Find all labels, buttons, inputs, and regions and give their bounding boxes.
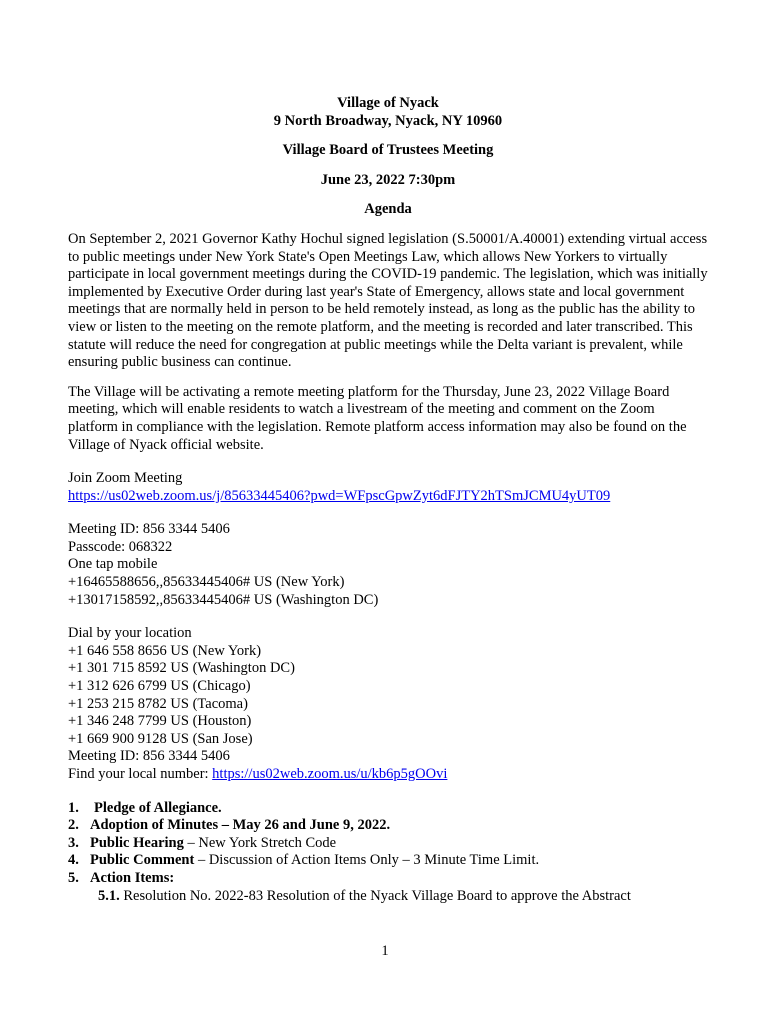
dial-number: +1 301 715 8592 US (Washington DC) [68,660,295,677]
agenda-item [68,835,708,853]
address: 9 North Broadway, Nyack, NY 10960 [273,112,503,129]
dial-in-section [68,625,708,783]
meeting-datetime: June 23, 2022 7:30pm [320,171,456,188]
agenda-item [68,800,708,818]
passcode: Passcode: 068322 [68,538,173,555]
agenda-item [68,817,708,835]
remote-platform-paragraph: The Village will be activating a remote meeting platform for the Thursday, June 23, 2022 Village Board meeting, which will enable residents to watch a livestream of the meeting and comment on the Zoom platform in compliance with the legislation. Remote platform access information may also be found on the Village of Nyack official website. [68,383,687,453]
meeting-credentials [68,521,708,609]
zoom-join-section [68,470,708,505]
dial-number: +1 646 558 8656 US (New York) [68,642,262,659]
agenda-item-title: Public Comment [90,852,195,869]
dial-number: +1 669 900 9128 US (San Jose) [68,730,253,747]
local-number-line [68,766,708,784]
dial-number: +1 346 248 7799 US (Houston) [68,713,252,730]
meeting-id-repeat: Meeting ID: 856 3344 5406 [68,748,230,765]
dial-number: +1 253 215 8782 US (Tacoma) [68,695,248,712]
agenda-item-detail: – New York Stretch Code [183,834,337,851]
local-number-label: Find your local number: [68,766,213,782]
agenda-item-number: 5. [68,869,79,886]
dial-label: Dial by your location [68,625,192,642]
agenda-item [68,870,708,888]
dial-number: +1 312 626 6799 US (Chicago) [68,678,251,695]
agenda-item-title: Adoption of Minutes – May 26 and June 9, 2022. [90,817,391,834]
agenda-subitem-number: 5.1. [98,887,120,904]
agenda-item-title: Pledge of Allegiance. [94,799,222,816]
agenda-list [68,800,708,906]
page-number: 1 [381,943,389,959]
agenda-item-title: Public Hearing [90,834,184,851]
intro-paragraph: On September 2, 2021 Governor Kathy Hochul signed legislation (S.50001/A.40001) extending virtual access to public meetings under New York State's Open Meetings Law, which allows New Yorkers to virtually participate in local government meetings during the COVID-19 pandemic. The legislation, which was initially implemented by Executive Order during last year's State of Emergency, allows state and local government meetings that are normally held in person to be held remotely instead, as long as the public has the ability to view or listen to the meeting on the remote platform, and the meeting is recorded and later transcribed. This statute will reduce the need for congregation at public meetings while the Delta variant is prevalent, while ensuring public business can continue. [68,230,708,371]
zoom-join-link[interactable]: https://us02web.zoom.us/j/85633445406?pwd=WFpscGpwZyt6dFJTY2hTSmJCMU4yUT09 [68,487,611,504]
agenda-item [68,852,708,870]
agenda-item-number: 3. [68,834,79,851]
document-page [68,95,708,905]
org-name: Village of Nyack [337,95,439,111]
local-number-link[interactable]: https://us02web.zoom.us/u/kb6p5gOOvi [212,766,448,782]
one-tap-new-york: +16465588656,,85633445406# US (New York) [68,574,345,591]
one-tap-washington: +13017158592,,85633445406# US (Washington DC) [68,591,379,608]
agenda-subitem [68,888,708,906]
agenda-item-detail: – Discussion of Action Items Only – 3 Minute Time Limit. [194,852,540,869]
join-zoom-label: Join Zoom Meeting [68,470,183,487]
agenda-item-number: 2. [68,817,79,834]
one-tap-label: One tap mobile [68,556,158,573]
agenda-item-number: 1. [68,799,79,816]
agenda-item-number: 4. [68,852,79,869]
agenda-subitem-text: Resolution No. 2022-83 Resolution of the Nyack Village Board to approve the Abstract [119,887,631,904]
agenda-item-title: Action Items: [90,869,175,886]
meeting-id: Meeting ID: 856 3344 5406 [68,521,230,538]
meeting-title: Village Board of Trustees Meeting [282,142,494,159]
agenda-heading: Agenda [364,201,412,218]
